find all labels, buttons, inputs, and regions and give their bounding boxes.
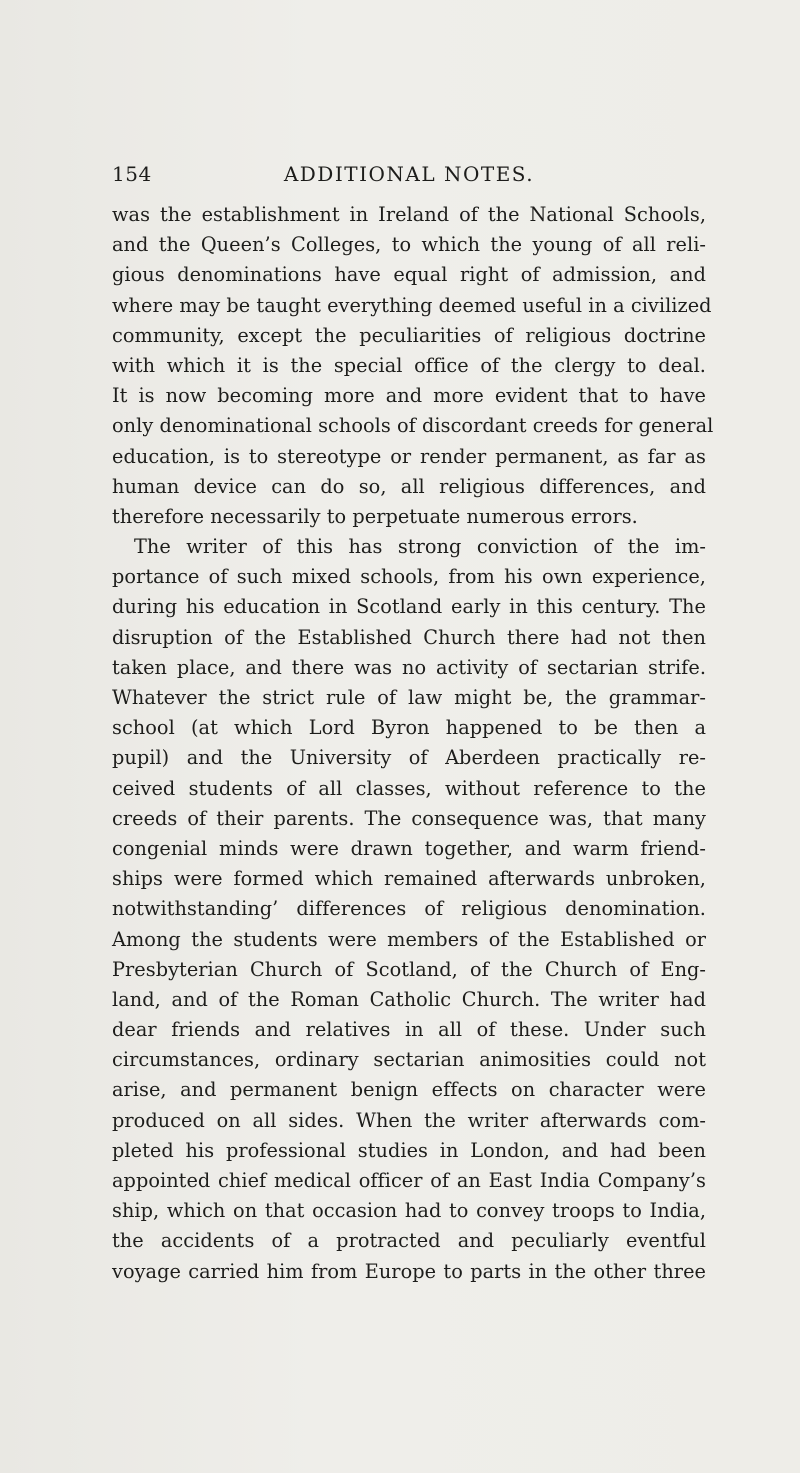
text-line: circumstances, ordinary sectarian animosities could not [112, 1048, 706, 1072]
text-line: congenial minds were drawn together, and warm friend- [112, 836, 706, 860]
text-line: Whatever the strict rule of law might be, the grammar- [112, 686, 706, 709]
text-line: Presbyterian Church of Scotland, of the Church of Eng- [112, 957, 706, 981]
text-line: human device can do so, all religious differences, and [112, 474, 706, 498]
text-line: community, except the peculiarities of religious doctrine [112, 323, 706, 347]
text-line: appointed chief medical officer of an East India Company’s [112, 1169, 706, 1192]
text-line: pupil) and the University of Aberdeen practically re- [112, 746, 706, 770]
running-title: ADDITIONAL NOTES. [283, 162, 535, 186]
text-line: produced on all sides. When the writer afterwards com- [112, 1108, 706, 1132]
text-line: disruption of the Established Church there had not then [112, 625, 706, 649]
text-line: education, is to stereotype or render permanent, as far as [112, 444, 706, 468]
text-line: It is now becoming more and more evident that to have [112, 384, 706, 408]
text-line: ceived students of all classes, without reference to the [112, 776, 706, 800]
text-line: pleted his professional studies in London, and had been [112, 1138, 706, 1162]
text-line: dear friends and relatives in all of these. Under such [112, 1018, 706, 1042]
text-line: school (at which Lord Byron happened to be then a [112, 716, 706, 740]
text-line: voyage carried him from Europe to parts in the other three [112, 1259, 706, 1283]
text-line: was the establishment in Ireland of the National Schools, [112, 203, 706, 226]
text-line: the accidents of a protracted and peculiarly eventful [112, 1229, 706, 1253]
text-line: taken place, and there was no activity of sectarian strife. [112, 655, 706, 679]
page-number: 154 [112, 162, 152, 186]
text-line: only denominational schools of discordant creeds for general [112, 414, 714, 438]
text-line: notwithstanding’ differences of religious denomination. [112, 897, 706, 921]
text-line: ships were formed which remained afterwards unbroken, [112, 867, 706, 891]
page-header [112, 160, 706, 194]
text-line: land, and of the Roman Catholic Church. The writer had [112, 987, 706, 1011]
text-line: ship, which on that occasion had to convey troops to India, [112, 1199, 706, 1223]
text-line: where may be taught everything deemed useful in a civilized [112, 293, 712, 317]
text-line: creeds of their parents. The consequence was, that many [112, 806, 706, 830]
body-text [112, 200, 714, 1287]
text-line: and the Queen’s Colleges, to which the young of all reli- [112, 233, 706, 257]
text-line: Among the students were members of the Established or [112, 927, 706, 951]
text-line: The writer of this has strong conviction of the im- [134, 535, 706, 559]
text-line: with which it is the special office of the clergy to deal. [112, 353, 706, 377]
text-line: therefore necessarily to perpetuate numerous errors. [112, 504, 638, 528]
text-line: portance of such mixed schools, from his own experience, [112, 565, 706, 589]
text-line: gious denominations have equal right of admission, and [112, 263, 706, 287]
text-line: during his education in Scotland early in this century. The [112, 595, 706, 619]
text-line: arise, and permanent benign effects on character were [112, 1078, 706, 1102]
